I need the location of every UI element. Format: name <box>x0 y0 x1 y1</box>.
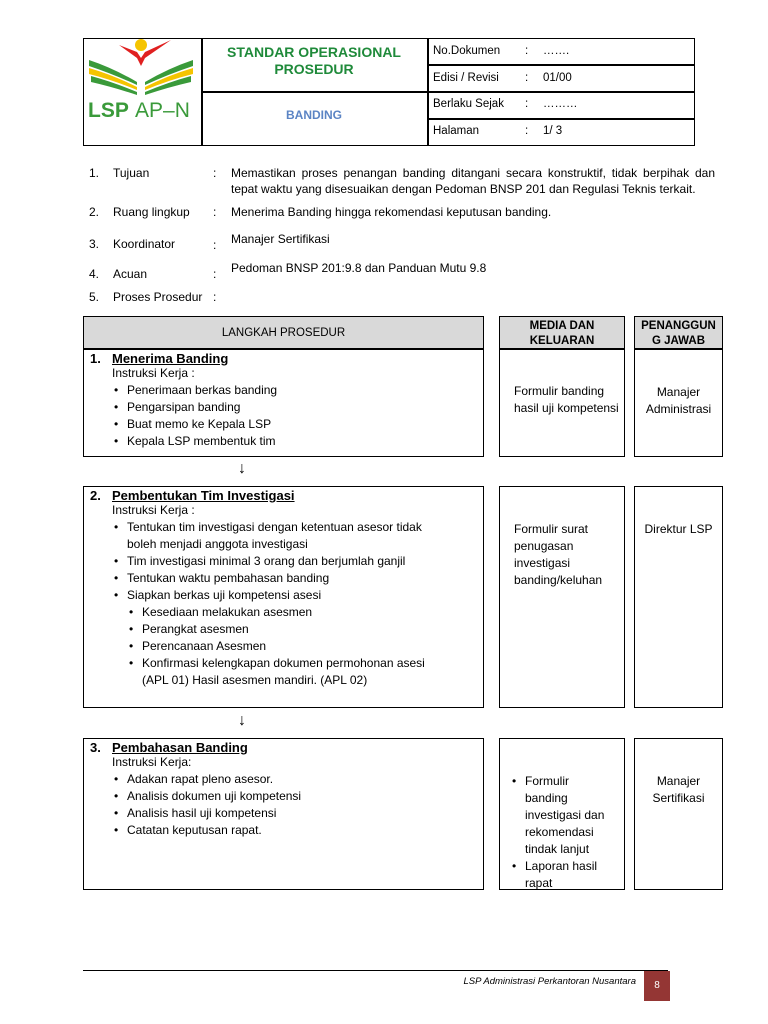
step-2-responsible <box>635 521 722 538</box>
meta-value: 01/00 <box>543 72 572 84</box>
meta-separator: : <box>525 125 529 137</box>
down-arrow-icon: ↓ <box>238 712 246 729</box>
list-item: • Catatan keputusan rapat. <box>112 822 470 839</box>
step-number: 3. <box>90 740 101 755</box>
step-3-responsible <box>635 773 722 807</box>
logo-lsp-text: LSP <box>88 99 129 122</box>
meta-label: Berlaku Sejak <box>433 98 504 110</box>
step-1-title <box>90 351 480 366</box>
steps-header <box>83 316 484 349</box>
info-value: Memastikan proses penangan banding ditangani secara konstruktif, tidak berpihak dan tepat waktu yang disesuaikan dengan Pedoman BNSP 201 dan Regulasi Teknis terkait. <box>231 166 715 196</box>
step-number: 2. <box>90 488 101 503</box>
meta-value: 1/ 3 <box>543 125 563 137</box>
down-arrow-icon: ↓ <box>238 460 246 477</box>
step-number: 1. <box>90 351 101 366</box>
step-1-responsible-box <box>634 349 723 457</box>
step-3-media <box>510 773 615 892</box>
media-line: hasil uji kompetensi <box>514 401 619 415</box>
step-3-title <box>90 740 470 755</box>
responsible-line: Sertifikasi <box>652 791 705 805</box>
list-item: • Penerimaan berkas banding <box>112 382 480 399</box>
meta-value: ……. <box>543 45 570 57</box>
media-line: Formulir banding <box>514 384 605 398</box>
meta-separator: : <box>525 45 529 57</box>
list-item: • Kepala LSP membentuk tim <box>112 433 480 450</box>
responsible-line: Manajer <box>656 774 701 788</box>
step-2-responsible-box <box>634 486 723 708</box>
document-title-line2: PROSEDUR <box>274 61 354 77</box>
step-instruction-label: Instruksi Kerja : <box>112 503 195 517</box>
step-1-content <box>90 351 480 450</box>
step-title-text: Pembentukan Tim Investigasi <box>112 488 295 503</box>
info-number: 1. <box>89 166 100 180</box>
media-header <box>499 316 625 349</box>
step-2-title <box>90 488 470 503</box>
media-line: Formulir surat <box>514 522 589 536</box>
media-line: • Formulir banding investigasi dan rekomendasi tindak lanjut <box>510 773 615 858</box>
info-label: Ruang lingkup <box>113 205 190 219</box>
media-header-line2: KELUARAN <box>529 335 595 347</box>
meta-label: Halaman <box>433 125 480 137</box>
responsible-header-line2: G JAWAB <box>651 335 706 347</box>
step-2-list <box>112 519 452 604</box>
step-1-media <box>514 383 624 417</box>
info-separator: : <box>213 267 217 281</box>
list-item: • Tim investigasi minimal 3 orang dan berjumlah ganjil <box>112 553 452 570</box>
list-item: • Perencanaan Asesmen <box>127 638 452 655</box>
info-label: Acuan <box>113 267 148 281</box>
info-value: Menerima Banding hingga rekomendasi keputusan banding. <box>231 205 552 219</box>
meta-separator: : <box>525 98 529 110</box>
step-2-content <box>90 488 470 689</box>
media-line: • Laporan hasil rapat <box>510 858 615 892</box>
page-number-badge: 8 <box>644 971 670 1001</box>
step-title-text: Pembahasan Banding <box>112 740 248 755</box>
list-item: • Tentukan tim investigasi dengan ketentuan asesor tidak boleh menjadi anggota investigasi <box>112 519 452 553</box>
meta-separator: : <box>525 72 529 84</box>
footer-organization: LSP Administrasi Perkantoran Nusantara <box>463 976 636 987</box>
list-item: • Adakan rapat pleno asesor. <box>112 771 470 788</box>
step-2-sublist <box>127 604 452 689</box>
media-line: investigasi <box>514 556 571 570</box>
step-1-media-box <box>499 349 625 457</box>
logo-apn-text: AP–N <box>135 99 190 122</box>
step-2-media <box>514 521 624 589</box>
step-3-responsible-box <box>634 738 723 890</box>
steps-header-label: LANGKAH PROSEDUR <box>221 327 346 339</box>
info-separator: : <box>213 205 217 219</box>
media-header-line1: MEDIA DAN <box>529 320 595 332</box>
info-separator: : <box>213 238 217 252</box>
step-1-list <box>112 382 480 450</box>
media-line: banding/keluhan <box>514 573 603 587</box>
meta-label: Edisi / Revisi <box>433 72 499 84</box>
responsible-line: Direktur LSP <box>644 522 713 536</box>
info-value: Manajer Sertifikasi <box>231 232 330 246</box>
footer-divider <box>83 970 668 971</box>
step-3-media-box <box>499 738 625 890</box>
info-separator: : <box>213 290 217 304</box>
step-1-responsible <box>635 384 722 418</box>
list-item: • Tentukan waktu pembahasan banding <box>112 570 452 587</box>
responsible-line: Administrasi <box>645 402 712 416</box>
step-3-list <box>112 771 470 839</box>
meta-value: ……… <box>543 98 578 110</box>
list-item: • Kesediaan melakukan asesmen <box>127 604 452 621</box>
step-instruction-label: Instruksi Kerja : <box>112 366 195 380</box>
list-item: • Analisis hasil uji kompetensi <box>112 805 470 822</box>
step-3-content <box>90 740 470 839</box>
document-title-line1: STANDAR OPERASIONAL <box>227 44 401 60</box>
document-title <box>201 44 427 78</box>
responsible-line: Manajer <box>656 385 701 399</box>
step-2-media-box <box>499 486 625 708</box>
document-subtitle: BANDING <box>286 108 342 122</box>
list-item: • Buat memo ke Kepala LSP <box>112 416 480 433</box>
info-number: 2. <box>89 205 100 219</box>
info-separator: : <box>213 166 217 180</box>
meta-label: No.Dokumen <box>433 45 501 57</box>
list-item: • Siapkan berkas uji kompetensi asesi <box>112 587 452 604</box>
info-label: Koordinator <box>113 237 176 251</box>
responsible-header-line1: PENANGGUN <box>641 320 716 332</box>
list-item: • Konfirmasi kelengkapan dokumen permohonan asesi (APL 01) Hasil asesmen mandiri. (APL 02) <box>127 655 452 689</box>
step-title-text: Menerima Banding <box>112 351 229 366</box>
info-label: Tujuan <box>113 166 150 180</box>
responsible-header <box>634 316 723 349</box>
list-item: • Pengarsipan banding <box>112 399 480 416</box>
info-value: Pedoman BNSP 201:9.8 dan Panduan Mutu 9.8 <box>231 261 487 275</box>
info-number: 4. <box>89 267 100 281</box>
step-instruction-label: Instruksi Kerja: <box>112 755 192 769</box>
media-line: penugasan <box>514 539 574 553</box>
info-label: Proses Prosedur <box>113 290 203 304</box>
list-item: • Analisis dokumen uji kompetensi <box>112 788 470 805</box>
list-item: • Perangkat asesmen <box>127 621 452 638</box>
lsp-apn-logo <box>83 38 201 146</box>
info-number: 3. <box>89 237 100 251</box>
info-number: 5. <box>89 290 100 304</box>
